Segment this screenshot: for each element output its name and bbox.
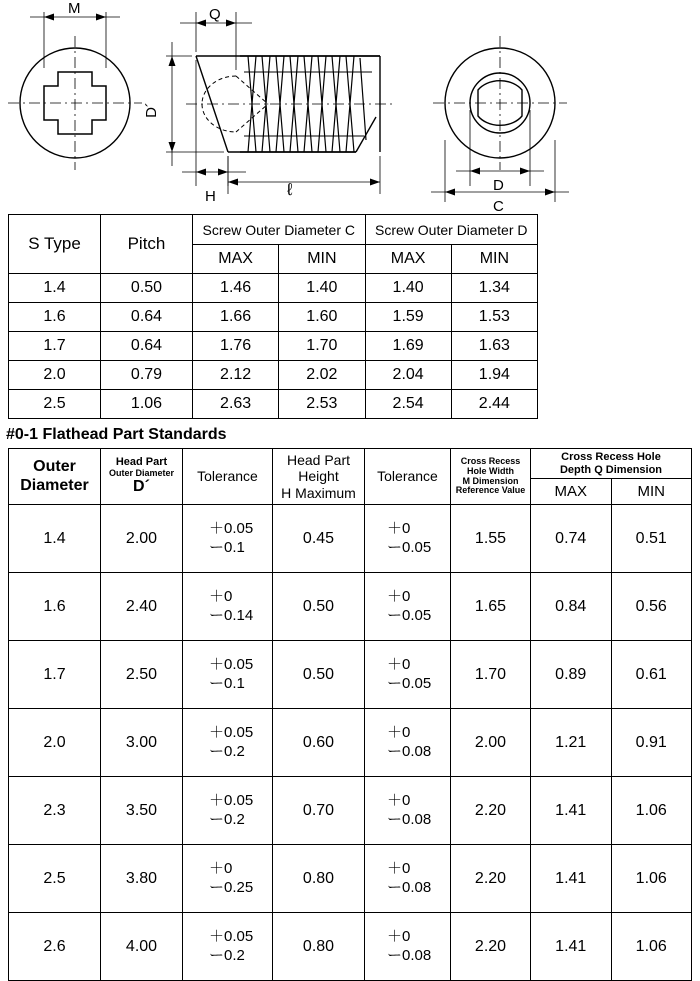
- table-row: [9, 303, 538, 332]
- table-row: [9, 845, 692, 913]
- cell-d-max: 1.69: [365, 332, 451, 361]
- cell-outer-diameter: 2.6: [9, 913, 101, 981]
- cell-c-max: 1.66: [193, 303, 279, 332]
- cell-head-height: 0.80: [273, 913, 365, 981]
- header-outer-diameter-c: Screw Outer Diameter C: [193, 215, 366, 245]
- cell-cross-depth-min: 1.06: [611, 845, 692, 913]
- cell-cross-depth-max: 1.41: [531, 845, 612, 913]
- cell-c-min: 1.60: [279, 303, 365, 332]
- header-c-min: MIN: [279, 245, 365, 274]
- table-row: [9, 505, 692, 573]
- cell-c-min: 1.40: [279, 274, 365, 303]
- cell-head-outer-diameter: 2.00: [101, 505, 183, 573]
- cell-cross-depth-max: 1.41: [531, 913, 612, 981]
- cell-c-max: 1.76: [193, 332, 279, 361]
- cell-cross-recess-width: 1.55: [451, 505, 531, 573]
- cell-s-type: 2.5: [9, 390, 101, 419]
- header-head-height: Head Part Height H Maximum: [273, 449, 365, 505]
- cell-d-max: 1.40: [365, 274, 451, 303]
- cell-tolerance-2: ＋0 ー0.08: [365, 845, 451, 913]
- cell-head-outer-diameter: 4.00: [101, 913, 183, 981]
- cell-head-outer-diameter: 2.50: [101, 641, 183, 709]
- cell-pitch: 0.64: [101, 332, 193, 361]
- cell-s-type: 1.7: [9, 332, 101, 361]
- cell-c-min: 1.70: [279, 332, 365, 361]
- cell-d-min: 1.94: [451, 361, 537, 390]
- cell-cross-depth-min: 0.51: [611, 505, 692, 573]
- cell-d-max: 2.54: [365, 390, 451, 419]
- cell-tolerance-2: ＋0 ー0.05: [365, 505, 451, 573]
- cell-head-outer-diameter: 3.50: [101, 777, 183, 845]
- cell-cross-recess-width: 2.20: [451, 845, 531, 913]
- label-d-prime: D´: [143, 102, 160, 118]
- cell-head-height: 0.70: [273, 777, 365, 845]
- cell-head-outer-diameter: 3.00: [101, 709, 183, 777]
- label-c: C: [493, 198, 504, 214]
- screw-technical-drawing: [0, 0, 700, 214]
- table-row: [9, 709, 692, 777]
- cell-cross-depth-min: 0.56: [611, 573, 692, 641]
- header-c-max: MAX: [193, 245, 279, 274]
- cell-pitch: 0.64: [101, 303, 193, 332]
- header-q-max: MAX: [531, 479, 612, 505]
- cell-outer-diameter: 2.3: [9, 777, 101, 845]
- header-q-min: MIN: [611, 479, 692, 505]
- cell-tolerance-1: ＋0.05 ー0.1: [183, 505, 273, 573]
- header-pitch: Pitch: [101, 215, 193, 274]
- cell-cross-depth-min: 1.06: [611, 913, 692, 981]
- cell-tolerance-1: ＋0 ー0.25: [183, 845, 273, 913]
- flathead-standards-table: [8, 448, 692, 981]
- header-outer-diameter-d: Screw Outer Diameter D: [365, 215, 538, 245]
- cell-cross-recess-width: 1.65: [451, 573, 531, 641]
- cell-head-outer-diameter: 3.80: [101, 845, 183, 913]
- table-row: [9, 332, 538, 361]
- cell-outer-diameter: 1.7: [9, 641, 101, 709]
- header-cross-recess-width: Cross Recess Hole Width M Dimension Reference Value: [451, 449, 531, 505]
- header-d-max: MAX: [365, 245, 451, 274]
- label-d: D: [493, 177, 504, 194]
- cell-head-outer-diameter: 2.40: [101, 573, 183, 641]
- header-head-outer-diameter: Head Part Outer Diameter D´: [101, 449, 183, 505]
- cell-pitch: 0.50: [101, 274, 193, 303]
- cell-outer-diameter: 1.4: [9, 505, 101, 573]
- cell-c-min: 2.02: [279, 361, 365, 390]
- cell-outer-diameter: 2.0: [9, 709, 101, 777]
- cell-outer-diameter: 2.5: [9, 845, 101, 913]
- cell-head-height: 0.50: [273, 573, 365, 641]
- cell-cross-depth-max: 1.41: [531, 777, 612, 845]
- cell-pitch: 1.06: [101, 390, 193, 419]
- cell-pitch: 0.79: [101, 361, 193, 390]
- header-tolerance-2: Tolerance: [365, 449, 451, 505]
- table-header-row: [9, 449, 692, 479]
- cell-tolerance-2: ＋0 ー0.08: [365, 913, 451, 981]
- cell-tolerance-1: ＋0 ー0.14: [183, 573, 273, 641]
- cell-d-min: 1.63: [451, 332, 537, 361]
- table-row: [9, 361, 538, 390]
- cell-c-max: 1.46: [193, 274, 279, 303]
- cell-tolerance-1: ＋0.05 ー0.2: [183, 777, 273, 845]
- cell-cross-recess-width: 2.20: [451, 777, 531, 845]
- cell-s-type: 2.0: [9, 361, 101, 390]
- label-m: M: [68, 0, 81, 17]
- cell-s-type: 1.4: [9, 274, 101, 303]
- cell-s-type: 1.6: [9, 303, 101, 332]
- cell-head-height: 0.80: [273, 845, 365, 913]
- cell-head-height: 0.45: [273, 505, 365, 573]
- table-row: [9, 274, 538, 303]
- table-header-row: [9, 215, 538, 245]
- cell-head-height: 0.60: [273, 709, 365, 777]
- cell-tolerance-2: ＋0 ー0.05: [365, 641, 451, 709]
- cell-cross-depth-min: 0.61: [611, 641, 692, 709]
- cell-cross-recess-width: 2.00: [451, 709, 531, 777]
- cell-c-max: 2.12: [193, 361, 279, 390]
- cell-d-min: 1.34: [451, 274, 537, 303]
- cell-tolerance-2: ＋0 ー0.08: [365, 709, 451, 777]
- label-h: H: [205, 188, 216, 205]
- header-outer-diameter: Outer Diameter: [9, 449, 101, 505]
- cell-d-min: 1.53: [451, 303, 537, 332]
- label-l: ℓ: [287, 180, 293, 199]
- table-row: [9, 913, 692, 981]
- cell-tolerance-2: ＋0 ー0.05: [365, 573, 451, 641]
- cell-outer-diameter: 1.6: [9, 573, 101, 641]
- cell-c-min: 2.53: [279, 390, 365, 419]
- header-s-type: S Type: [9, 215, 101, 274]
- cell-cross-depth-min: 0.91: [611, 709, 692, 777]
- cell-tolerance-1: ＋0.05 ー0.2: [183, 709, 273, 777]
- header-cross-recess-depth: Cross Recess Hole Depth Q Dimension: [531, 449, 692, 479]
- cell-d-max: 1.59: [365, 303, 451, 332]
- cell-cross-depth-max: 1.21: [531, 709, 612, 777]
- table-row: [9, 390, 538, 419]
- cell-cross-recess-width: 2.20: [451, 913, 531, 981]
- cell-cross-depth-max: 0.74: [531, 505, 612, 573]
- table-row: [9, 641, 692, 709]
- cell-tolerance-1: ＋0.05 ー0.1: [183, 641, 273, 709]
- cell-tolerance-1: ＋0.05 ー0.2: [183, 913, 273, 981]
- cell-d-max: 2.04: [365, 361, 451, 390]
- cell-d-min: 2.44: [451, 390, 537, 419]
- label-q: Q: [209, 6, 221, 23]
- table-row: [9, 777, 692, 845]
- cell-cross-depth-min: 1.06: [611, 777, 692, 845]
- section-title: #0-1 Flathead Part Standards: [6, 426, 227, 443]
- cell-cross-depth-max: 0.89: [531, 641, 612, 709]
- cell-cross-depth-max: 0.84: [531, 573, 612, 641]
- cell-head-height: 0.50: [273, 641, 365, 709]
- cell-tolerance-2: ＋0 ー0.08: [365, 777, 451, 845]
- cell-cross-recess-width: 1.70: [451, 641, 531, 709]
- header-tolerance-1: Tolerance: [183, 449, 273, 505]
- header-d-min: MIN: [451, 245, 537, 274]
- table-row: [9, 573, 692, 641]
- cell-c-max: 2.63: [193, 390, 279, 419]
- screw-diameter-table: [8, 214, 538, 419]
